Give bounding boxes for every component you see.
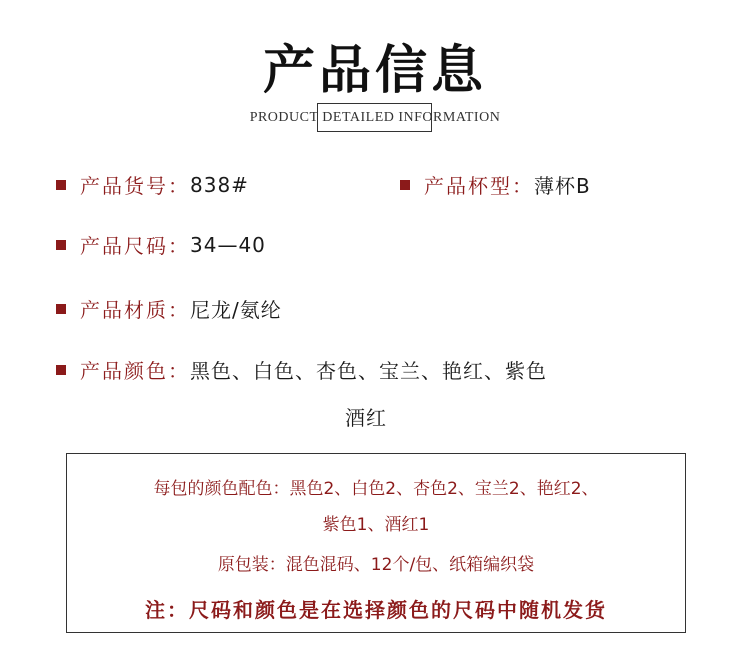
color-value-continuation: 酒红 bbox=[345, 406, 387, 430]
page-subtitle: PRODUCT DETAILED INFORMATION bbox=[249, 110, 501, 125]
subtitle-frame-bottom bbox=[317, 131, 432, 132]
packing-colors-line: 每包的颜色配色：黑色2、白色2、杏色2、宝兰2、艳红2、 bbox=[153, 479, 599, 499]
material-row bbox=[56, 294, 282, 323]
material-value: 尼龙/氨纶 bbox=[190, 298, 282, 322]
item-number-value: 838# bbox=[190, 172, 249, 197]
color-label: 产品颜色： bbox=[80, 359, 190, 383]
size-row bbox=[56, 230, 266, 259]
original-packaging-line: 原包装：混色混码、12个/包、纸箱编织袋 bbox=[217, 555, 535, 575]
size-label: 产品尺码： bbox=[80, 234, 190, 258]
item-number-row bbox=[56, 170, 249, 199]
material-label: 产品材质： bbox=[80, 298, 190, 322]
cup-type-row bbox=[400, 170, 591, 199]
size-value: 34—40 bbox=[190, 232, 266, 257]
shipping-note: 注：尺码和颜色是在选择颜色的尺码中随机发货 bbox=[145, 598, 607, 622]
page-title: 产品信息 bbox=[262, 40, 487, 101]
cup-type-label: 产品杯型： bbox=[424, 174, 534, 198]
color-value: 黑色、白色、杏色、宝兰、艳红、紫色 bbox=[190, 359, 547, 383]
item-number-label: 产品货号： bbox=[80, 174, 190, 198]
color-row bbox=[56, 355, 547, 384]
packing-colors-line-cont: 紫色1、酒红1 bbox=[322, 515, 430, 535]
bullet-square-icon bbox=[56, 180, 66, 190]
bullet-square-icon bbox=[56, 365, 66, 375]
packing-info-box bbox=[66, 453, 686, 633]
bullet-square-icon bbox=[56, 240, 66, 250]
bullet-square-icon bbox=[400, 180, 410, 190]
cup-type-value: 薄杯B bbox=[534, 174, 591, 198]
bullet-square-icon bbox=[56, 304, 66, 314]
